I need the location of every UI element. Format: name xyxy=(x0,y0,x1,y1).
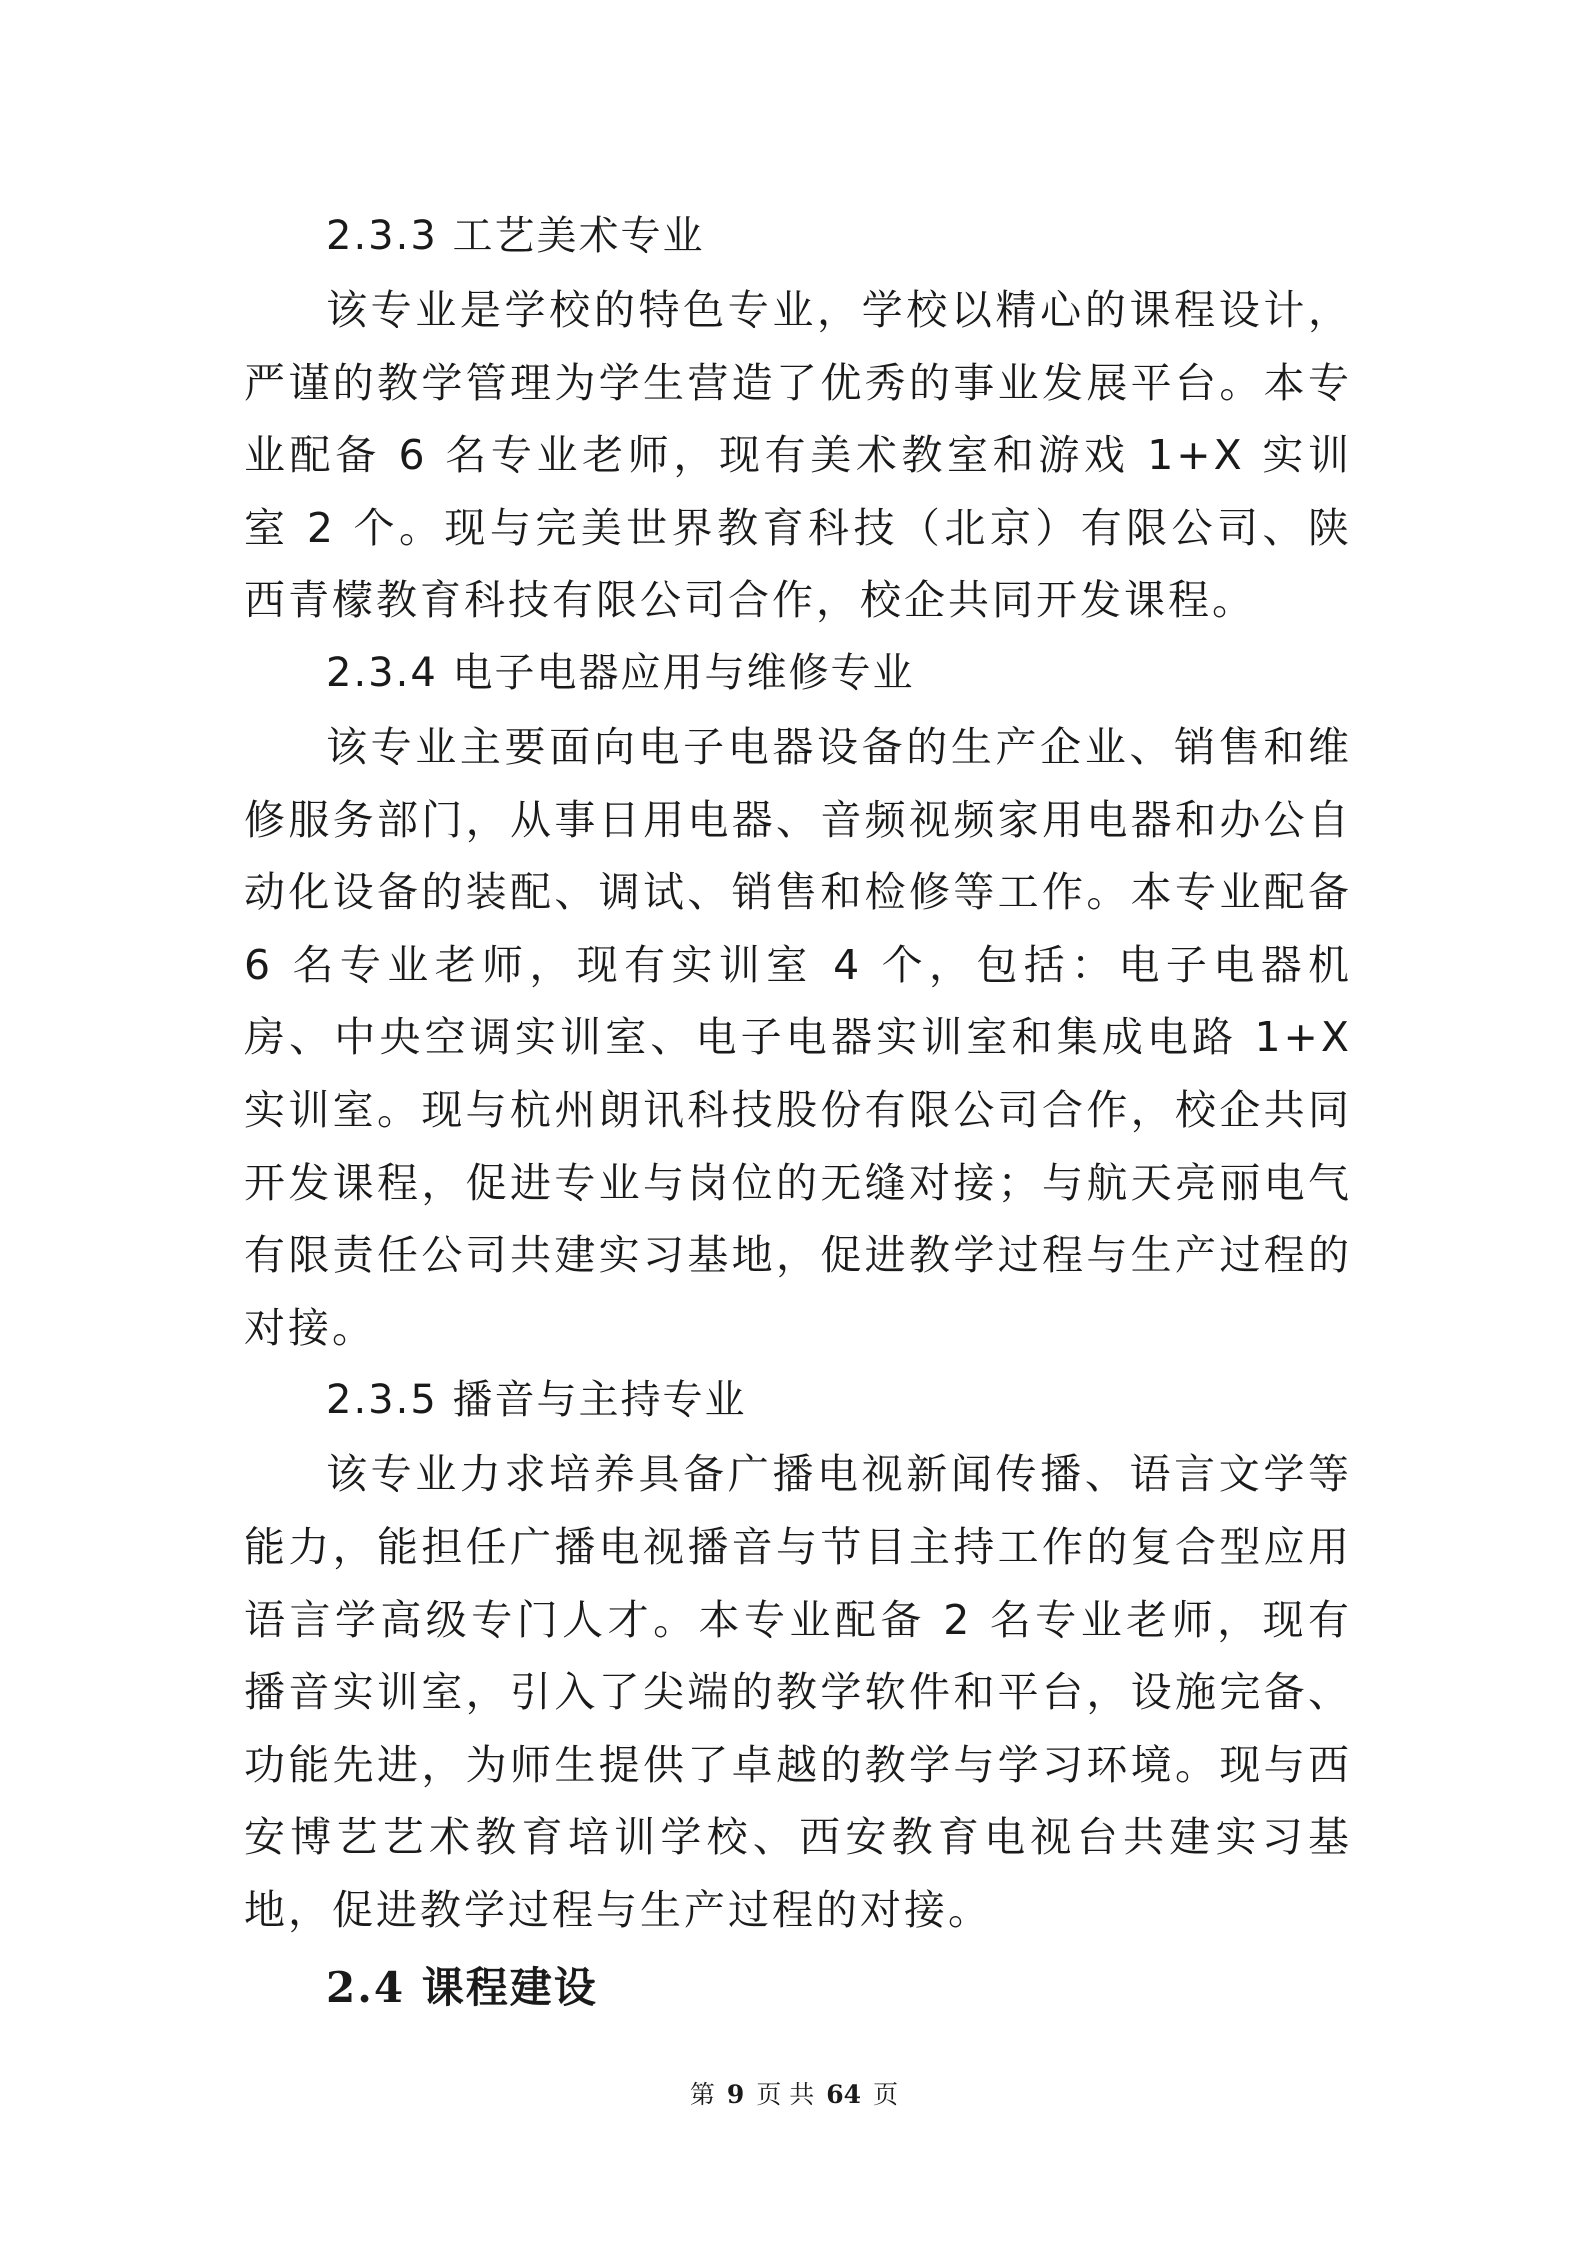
section-paragraph-2-3-3: 该专业是学校的特色专业，学校以精心的课程设计，严谨的教学管理为学生营造了优秀的事业发展平台。本专业配备 6 名专业老师，现有美术教室和游戏 1+X 实训室 2 个。现与完美世界教育科技（北京）有限公司、陕西青檬教育科技有限公司合作，校企共同开发课程。 xyxy=(244,286,1352,625)
section-paragraph-2-3-5: 该专业力求培养具备广播电视新闻传播、语言文学等能力，能担任广播电视播音与节目主持工作的复合型应用语言学高级专门人才。本专业配备 2 名专业老师，现有播音实训室，引入了尖端的教学软件和平台，设施完备、功能先进，为师生提供了卓越的教学与学习环境。现与西安博艺艺术教育培训学校、西安教育电视台共建实习基地，促进教学过程与生产过程的对接。 xyxy=(244,1450,1352,1934)
section-heading-2-4: 2.4 课程建设 xyxy=(326,1963,598,2013)
footer-middle: 页 共 xyxy=(756,2080,815,2109)
page-content xyxy=(244,200,1352,2024)
page-footer xyxy=(0,2078,1588,2112)
footer-page-number: 9 xyxy=(726,2080,745,2109)
section-heading-2-3-3: 2.3.3 工艺美术专业 xyxy=(326,213,705,259)
footer-total-pages: 64 xyxy=(826,2080,862,2109)
section-heading-2-3-5: 2.3.5 播音与主持专业 xyxy=(326,1377,747,1424)
footer-prefix: 第 xyxy=(689,2080,715,2109)
section-heading-2-3-4: 2.3.4 电子电器应用与维修专业 xyxy=(326,649,915,696)
footer-suffix: 页 xyxy=(873,2080,899,2109)
section-paragraph-2-3-4: 该专业主要面向电子电器设备的生产企业、销售和维修服务部门，从事日用电器、音频视频家用电器和办公自动化设备的装配、调试、销售和检修等工作。本专业配备 6 名专业老师，现有实训室 4 个，包括：电子电器机房、中央空调实训室、电子电器实训室和集成电路 1+X 实训室。现与杭州朗讯科技股份有限公司合作，校企共同开发课程，促进专业与岗位的无缝对接；与航天亮丽电气有限责任公司共建实习基地，促进教学过程与生产过程的对接。 xyxy=(244,722,1352,1352)
